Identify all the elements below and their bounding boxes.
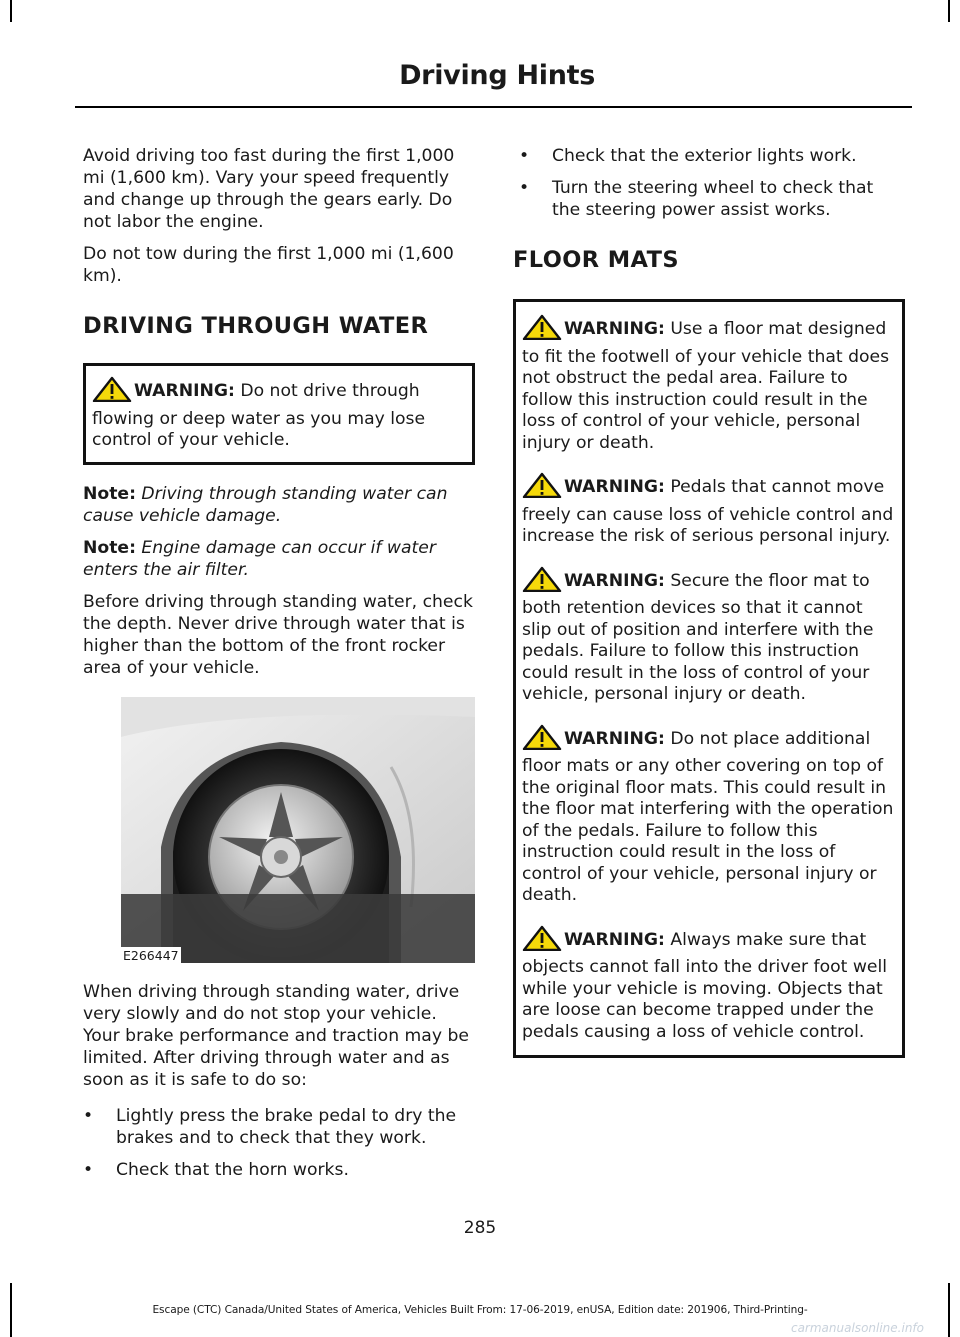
warning-label: WARNING: [564, 728, 665, 749]
warning-triangle-icon [92, 376, 132, 409]
warning-additional-mats [522, 724, 896, 907]
warning-triangle-icon [522, 724, 562, 757]
wheel-illustration [121, 697, 475, 963]
warning-secure-mat [522, 566, 896, 706]
list-item-text: Check that the horn works. [116, 1159, 349, 1180]
warning-text: Do not place additional floor mats or any other covering on top of the original floor mats. This could result in the floor mat interfering with the operation of the pedals. Failure to follow this instruction could result in the loss of control of your vehicle, personal injury or death. [522, 728, 894, 905]
left-column [83, 145, 475, 1191]
warning-box-floor-mats [513, 299, 905, 1058]
figure-wheel-illustration [121, 697, 475, 963]
bullet-icon: • [519, 146, 530, 166]
warning-label: WARNING: [134, 381, 235, 401]
header-rule [75, 106, 912, 108]
note-standing-water [83, 483, 475, 527]
warning-triangle-icon [522, 314, 562, 347]
warning-triangle-icon [522, 472, 562, 505]
warning-label: WARNING: [564, 929, 665, 950]
crop-mark-top-right [948, 0, 950, 22]
list-item [83, 1159, 475, 1181]
warning-box-water [83, 363, 475, 465]
warning-label: WARNING: [564, 319, 665, 339]
bullet-icon: • [519, 178, 530, 198]
warning-text: Pedals that cannot move freely can cause loss of vehicle control and increase the risk of serious personal injury. [522, 477, 894, 546]
right-column [513, 145, 905, 1058]
list-item [83, 1105, 475, 1149]
list-item [519, 177, 905, 221]
warning-loose-objects [522, 925, 896, 1044]
watermark: carmanualsonline.info [790, 1321, 924, 1335]
warning-triangle-icon [522, 925, 562, 958]
footer-edition-info: Escape (CTC) Canada/United States of America, Vehicles Built From: 17-06-2019, enUSA, Edition date: 201906, Third-Printing- [152, 1304, 808, 1316]
bullet-icon: • [83, 1159, 94, 1180]
warning-triangle-icon [522, 566, 562, 599]
paragraph-check-depth: Before driving through standing water, check the depth. Never drive through water that is higher than the bottom of the front rocker area of your vehicle. [83, 591, 473, 678]
warning-label: WARNING: [564, 570, 665, 591]
figure-code: E266447 [123, 947, 179, 963]
bullet-icon: • [83, 1105, 94, 1126]
list-item [519, 145, 905, 167]
note-text: Driving through standing water can cause vehicle damage. [83, 483, 448, 526]
intro-paragraph-2: Do not tow during the first 1,000 mi (1,600 km). [83, 244, 454, 286]
note-label: Note: [83, 483, 136, 504]
list-item-text: Turn the steering wheel to check that the steering power assist works. [552, 178, 874, 220]
warning-text: Use a floor mat designed to fit the footwell of your vehicle that does not obstruct the pedal area. Failure to follow this instruction could result in the loss of control of your vehicle, personal injury or death. [522, 319, 890, 453]
note-engine-damage [83, 537, 475, 581]
note-text: Engine damage can occur if water enters the air filter. [83, 537, 436, 580]
section-title-floor-mats: FLOOR MATS [513, 247, 679, 273]
warning-water [92, 376, 466, 452]
left-bullet-list [83, 1105, 475, 1181]
list-item-text: Lightly press the brake pedal to dry the brakes and to check that they work. [116, 1105, 457, 1148]
intro-paragraph-1: Avoid driving too fast during the first 1,000 mi (1,600 km). Vary your speed frequently and change up through the gears early. Do not labor the engine. [83, 146, 455, 232]
paragraph-after-water: When driving through standing water, drive very slowly and do not stop your vehicle. Your brake performance and traction may be limited. After driving through water and as soon as it is safe to do so: [83, 981, 469, 1090]
warning-text: Always make sure that objects cannot fall into the driver foot well while your vehicle is moving. Objects that are loose can become trapped under the pedals causing a loss of vehicle control. [522, 929, 888, 1042]
crop-mark-top-left [10, 0, 12, 22]
warning-text: Secure the floor mat to both retention devices so that it cannot slip out of position and interfere with the pedals. Failure to follow this instruction could result in the loss of control of your vehicle, personal injury or death. [522, 570, 874, 704]
warning-text: Do not drive through flowing or deep water as you may lose control of your vehicle. [92, 381, 426, 450]
warning-floor-mat-fit [522, 314, 896, 454]
list-item-text: Check that the exterior lights work. [552, 146, 857, 166]
right-bullet-list [519, 145, 905, 221]
warning-label: WARNING: [564, 477, 665, 497]
note-label: Note: [83, 537, 136, 558]
page-number: 285 [463, 1218, 497, 1238]
warning-pedals-move [522, 472, 896, 548]
page-header-title: Driving Hints [399, 60, 595, 91]
section-title-driving-through-water: DRIVING THROUGH WATER [83, 313, 429, 339]
